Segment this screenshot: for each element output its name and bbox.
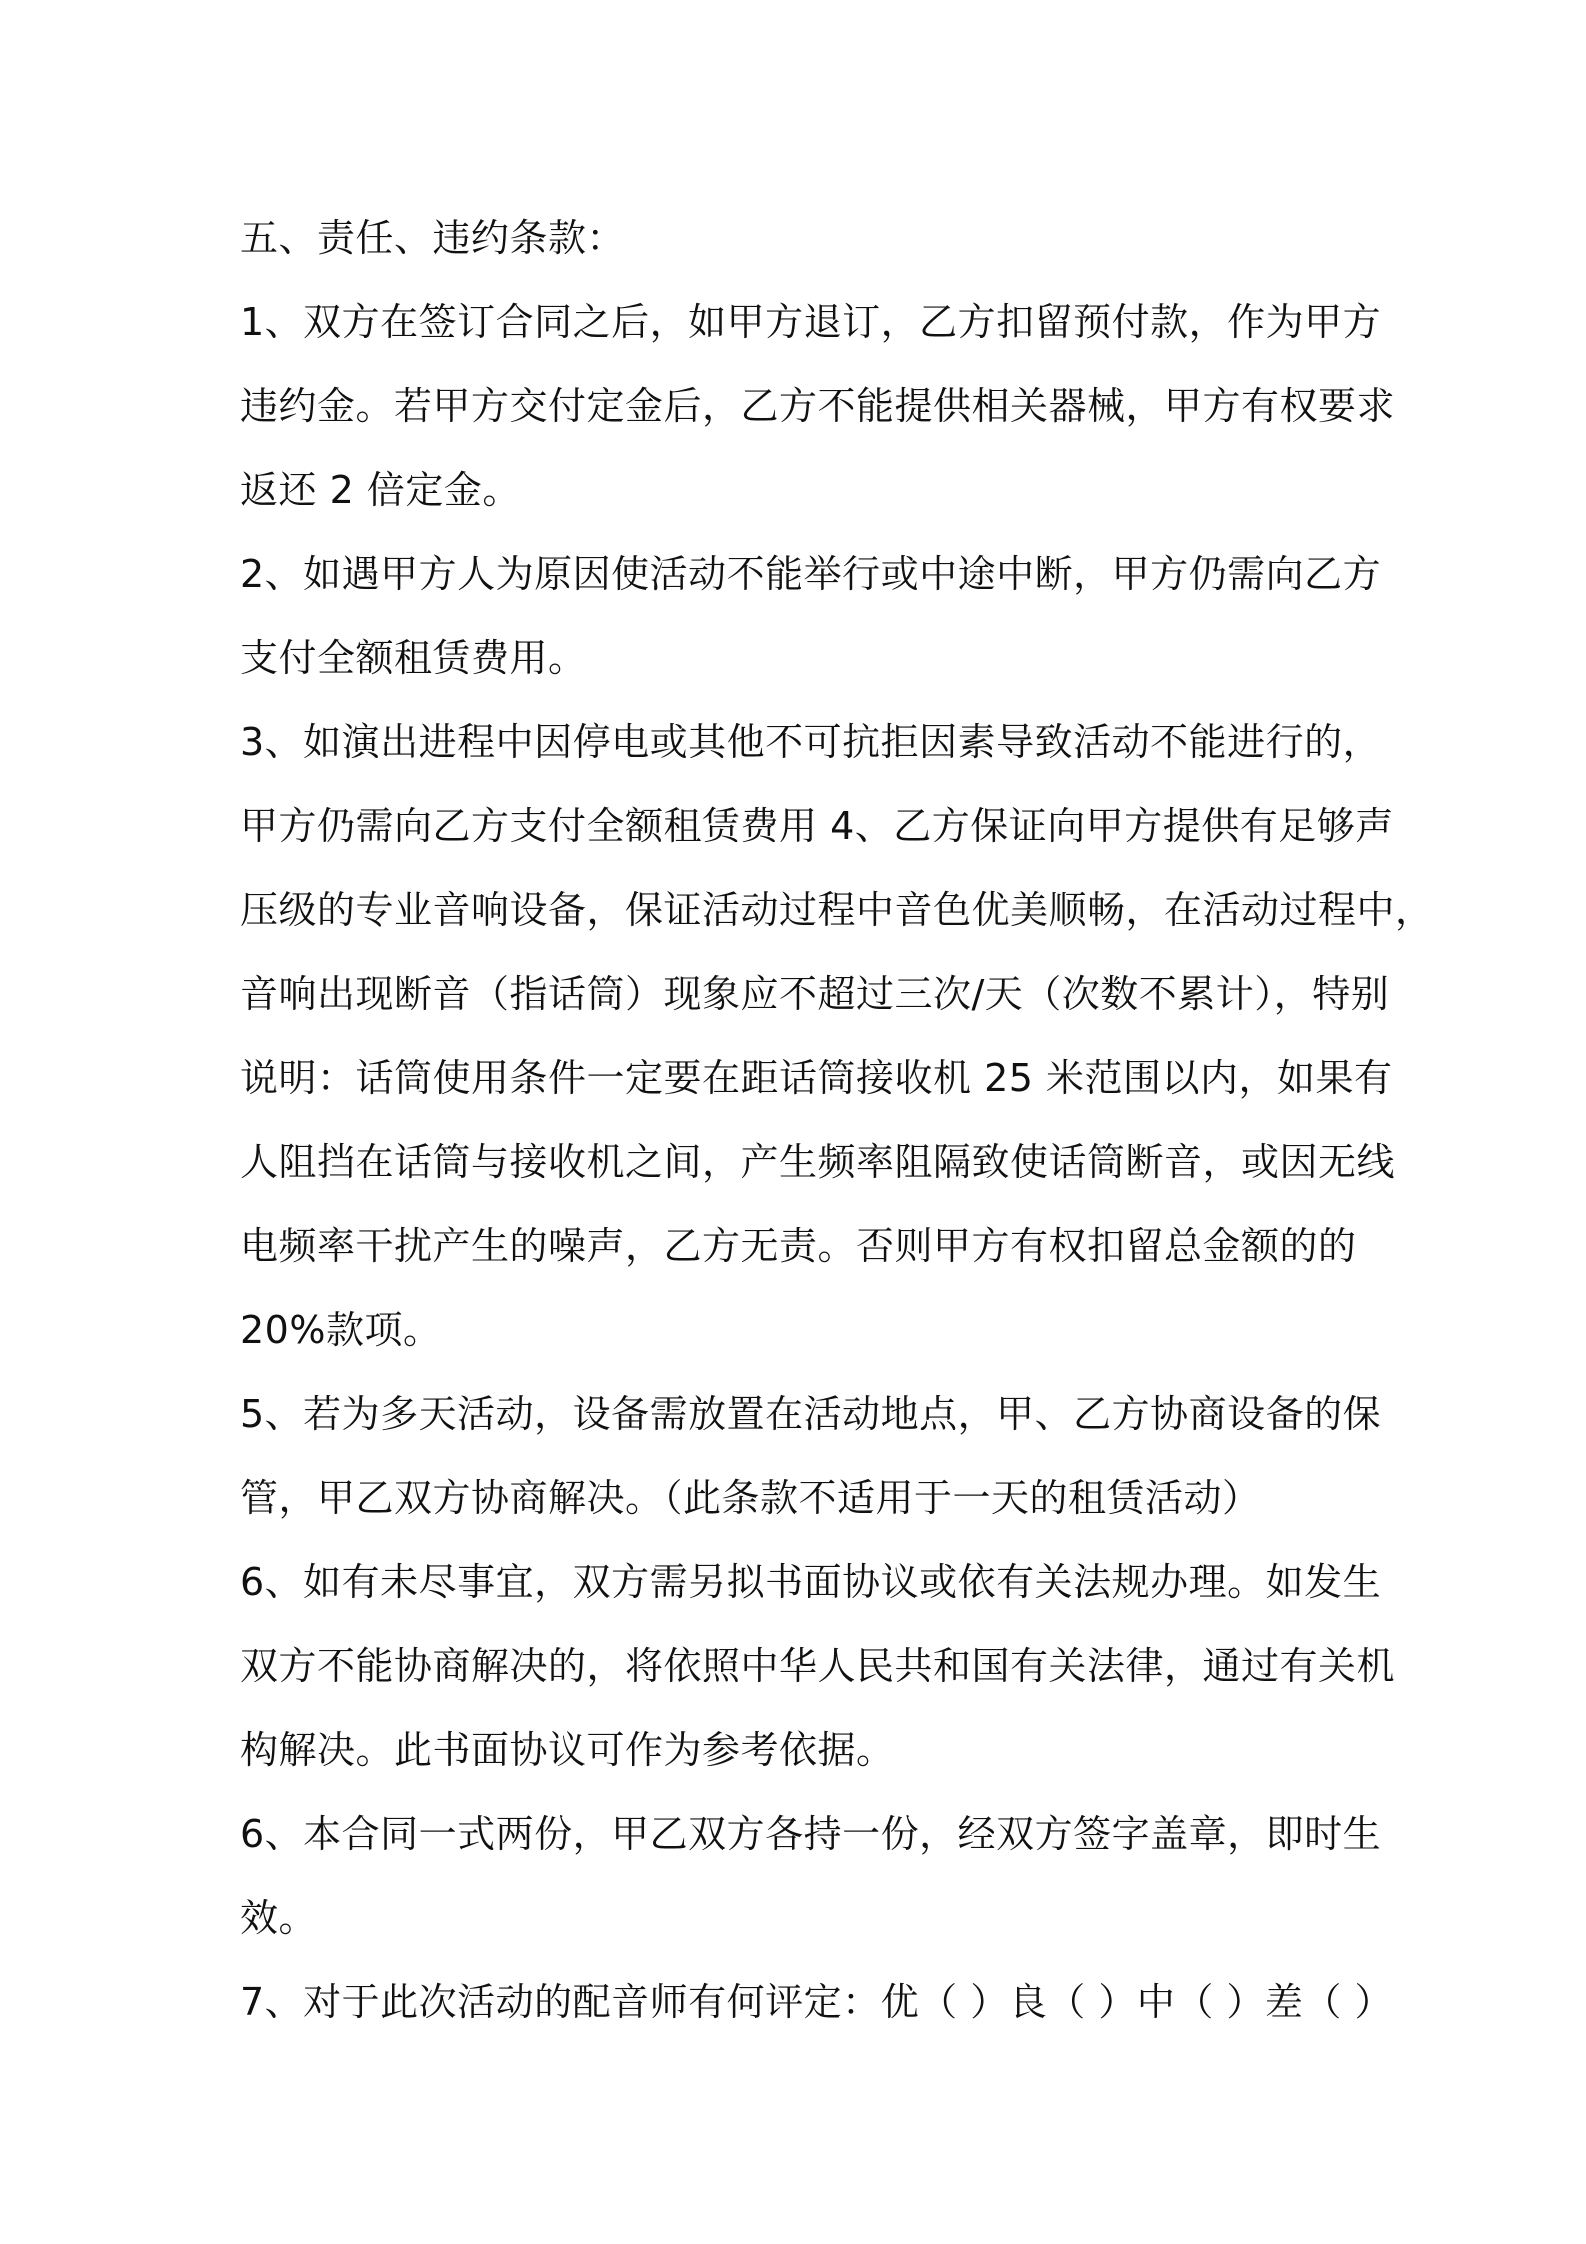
clause-1-line-1: 1、双方在签订合同之后，如甲方退订，乙方扣留预付款，作为甲方: [240, 300, 1382, 344]
clause-4-line-6: 20%款项。: [240, 1308, 442, 1352]
clause-6-line-3: 构解决。此书面协议可作为参考依据。: [240, 1728, 895, 1772]
contract-clauses: [240, 196, 1434, 2044]
clause-4-line-5: 电频率干扰产生的噪声，乙方无责。否则甲方有权扣留总金额的的: [240, 1224, 1357, 1268]
clause-1-line-2: 违约金。若甲方交付定金后，乙方不能提供相关器械，甲方有权要求: [240, 384, 1396, 428]
clause-4-line-1: 压级的专业音响设备，保证活动过程中音色优美顺畅，在活动过程中，: [240, 888, 1434, 932]
clause-6b-line-2: 效。: [240, 1896, 318, 1940]
clause-2-line-2: 支付全额租赁费用。: [240, 636, 587, 680]
clause-5-line-2: 管，甲乙双方协商解决。（此条款不适用于一天的租赁活动）: [240, 1476, 1261, 1520]
clause-7-rating-line: 7、对于此次活动的配音师有何评定：优（ ）良（ ）中（ ）差（ ）: [240, 1980, 1393, 2024]
clause-6-line-1: 6、如有未尽事宜，双方需另拟书面协议或依有关法规办理。如发生: [240, 1560, 1382, 1604]
clause-3-line-1: 3、如演出进程中因停电或其他不可抗拒因素导致活动不能进行的，: [240, 720, 1382, 764]
clause-1-line-3: 返还 2 倍定金。: [240, 468, 521, 512]
clause-2-line-1: 2、如遇甲方人为原因使活动不能举行或中途中断，甲方仍需向乙方: [240, 552, 1382, 596]
clause-4-line-3: 说明：话筒使用条件一定要在距话筒接收机 25 米范围以内，如果有: [240, 1056, 1393, 1100]
clause-3-line-2: 甲方仍需向乙方支付全额租赁费用 4、乙方保证向甲方提供有足够声: [240, 804, 1394, 848]
clause-6b-line-1: 6、本合同一式两份，甲乙双方各持一份，经双方签字盖章，即时生: [240, 1812, 1382, 1856]
section-heading: 五、责任、违约条款：: [240, 216, 626, 260]
clause-6-line-2: 双方不能协商解决的，将依照中华人民共和国有关法律，通过有关机: [240, 1644, 1396, 1688]
clause-4-line-4: 人阻挡在话筒与接收机之间，产生频率阻隔致使话筒断音，或因无线: [240, 1140, 1396, 1184]
clause-4-line-2: 音响出现断音（指话筒）现象应不超过三次/天（次数不累计），特别: [240, 972, 1390, 1016]
clause-5-line-1: 5、若为多天活动，设备需放置在活动地点，甲、乙方协商设备的保: [240, 1392, 1382, 1436]
